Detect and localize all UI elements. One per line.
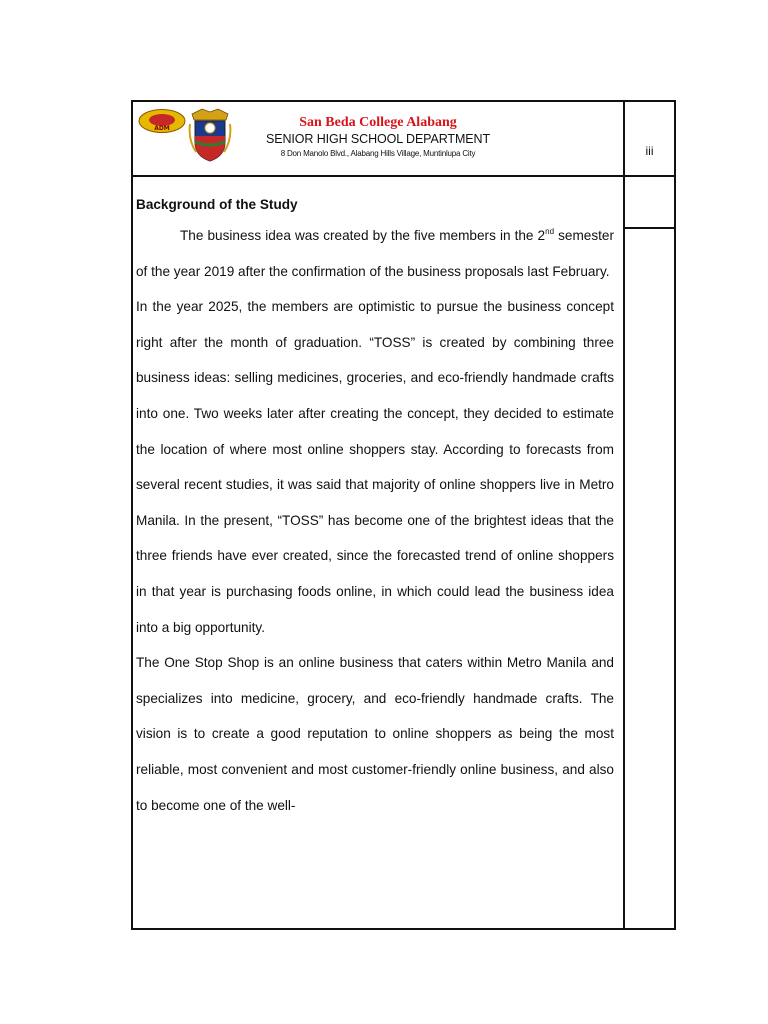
- page-number-cell-divider: [623, 227, 676, 229]
- header-divider: [131, 175, 676, 177]
- section-heading: Background of the Study: [136, 197, 298, 212]
- department-name: SENIOR HIGH SCHOOL DEPARTMENT: [266, 132, 490, 146]
- paragraph-1-text-end: semester of the year 2019 after the confirmation of the business proposals last February.: [136, 228, 614, 279]
- college-name: San Beda College Alabang: [299, 115, 457, 130]
- paragraph-3: The One Stop Shop is an online business that caters within Metro Manila and specializes into medicine, grocery, and eco-friendly handmade crafts. The vision is to create a good reputation to online shoppers as being the most reliable, most convenient and most customer-friendly online business, and also to become one of the well-: [136, 655, 614, 813]
- paragraph-1-text-start: The business idea was created by the five members in the 2: [180, 228, 546, 243]
- page-number: iii: [645, 144, 654, 158]
- paragraph-2: In the year 2025, the members are optimistic to pursue the business concept right after the month of graduation. “TOSS” is created by combining three business ideas: selling medicines, groceries, and eco-friendly handmade crafts into one. Two weeks later after creating the concept, they decided to estimate the location of where most online shoppers stay. According to forecasts from several recent studies, it was said that majority of online shoppers live in Metro Manila. In the present, “TOSS” has become one of the brightest ideas that the three friends have ever created, since the forecasted trend of online shoppers in that year is purchasing foods online, in which could lead the business idea into a big opportunity.: [136, 299, 614, 635]
- school-address: 8 Don Manolo Blvd., Alabang Hills Village, Muntinlupa City: [280, 149, 476, 158]
- margin-divider: [623, 100, 625, 930]
- document-body: [136, 194, 614, 823]
- svg-text:ADM: ADM: [154, 125, 170, 132]
- letterhead: [133, 102, 623, 175]
- paragraph-1: [136, 218, 614, 289]
- ordinal-suffix: nd: [545, 227, 555, 236]
